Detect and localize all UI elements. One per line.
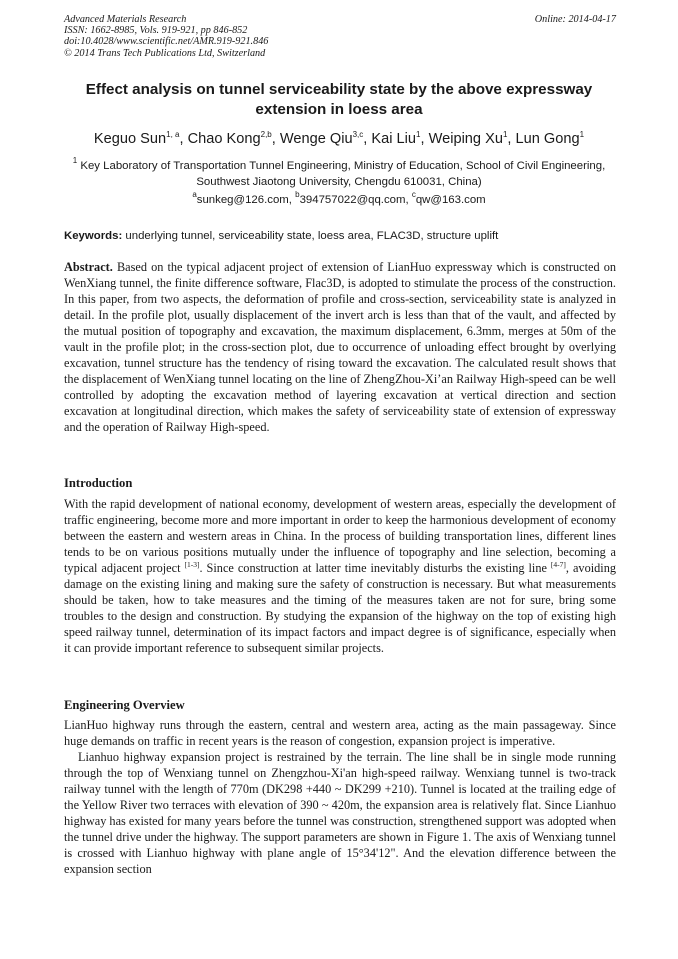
email-list bbox=[64, 192, 614, 208]
copyright-line: © 2014 Trans Tech Publications Ltd, Switzerland bbox=[64, 47, 266, 59]
citation[interactable]: [1-3] bbox=[184, 559, 200, 569]
introduction-body: With the rapid development of national economy, development of western areas, especially the development of traffic engineering, become more and more important in order to keep the harmonious development of economy between the eastern and western areas in China. In the process of building transportation lines, different lines tends to be on various positions mutually under the influence of topography and line selection, becoming a typical adjacent project [1-3]. Since construction at latter time inevitably disturbs the existing line [4-7], avoiding damage on the existing lining and making sure the safety of construction is necessary. But what measurements should be taken, how to take measures and the timing of the measures taken are not for sure, bring some troubles to the design and construction. By studying the expansion of the highway on the top of existing high speed railway tunnel, determination of its impact factors and impact degree is of significance, especially when it can provide important reference to subsequent similar projects. bbox=[64, 497, 617, 655]
author: Wenge Qiu$^{3,c}$, bbox=[279, 130, 372, 147]
citation[interactable]: [4-7] bbox=[550, 559, 566, 569]
email[interactable]: $^b$394757022@qq.com, bbox=[295, 190, 412, 206]
email[interactable]: $^c$qw@163.com bbox=[411, 190, 486, 206]
keywords-text: underlying tunnel, serviceability state, loess area, FLAC3D, structure uplift bbox=[125, 230, 499, 242]
affiliation: $^1$ Key Laboratory of Transportation Tunnel Engineering, Ministry of Education, School of Civil Engineering, Southwest Jiaotong University, Chengdu 610031, China) bbox=[72, 156, 606, 188]
abstract-label: Abstract. bbox=[64, 260, 113, 274]
author: Lun Gong$^1$ bbox=[515, 130, 585, 147]
keywords bbox=[64, 229, 616, 244]
author: Kai Liu$^1$, bbox=[371, 130, 429, 147]
author: Chao Kong$^{2,b}$, bbox=[187, 130, 280, 147]
online-date: Online: 2014-04-17 bbox=[534, 14, 616, 25]
journal-name: Advanced Materials Research bbox=[64, 14, 187, 25]
author: Keguo Sun$^{1, a}$, bbox=[93, 130, 188, 147]
email[interactable]: $^a$sunkeg@126.com, bbox=[192, 190, 296, 206]
keywords-label: Keywords: bbox=[64, 230, 123, 242]
issn-line: ISSN: 1662-8985, Vols. 919-921, pp 846-852 bbox=[64, 25, 248, 37]
paragraph: Lianhuo highway expansion project is restrained by the terrain. The line shall be in single mode running through the top of Wenxiang tunnel on Zhengzhou-Xi'an high-speed railway. Wenxiang tunnel is two-track railway tunnel with the length of 770m (DK298 +440 ~ DK299 +210). Tunnel is located at the trailing edge of the Yellow River two terraces with elevation of 390 ~ 420m, the expansion area is relatively flat. Since Lianhuo highway has existed for many years before the tunnel was construction, strengthened support was adopted when the tunnel drive under the highway. The support parameters are shown in Figure 1. The axis of Wenxiang tunnel is crossed with Lianhuo highway with plane angle of 15°34'12". And the elevation difference between the expansion section bbox=[64, 749, 616, 876]
section-heading-engineering-overview: Engineering Overview bbox=[64, 698, 185, 712]
author-list bbox=[40, 130, 638, 148]
doi-line[interactable]: doi:10.4028/www.scientific.net/AMR.919-921.846 bbox=[64, 36, 269, 48]
abstract-text: Based on the typical adjacent project of extension of LianHuo expressway which is constructed on WenXiang tunnel, the finite difference software, Flac3D, is adopted to stimulate the process of the construction. In this paper, from two aspects, the deformation of profile and cross-section, serviceability state is analyzed in detail. In the profile plot, usually displacement of the invert arch is less than that of the vault, and affected by the mutual position of topography and excavation, the maximum displacement, 6.3mm, merges at 50m of the vault in the profile plot; in the cross-section plot, due to occurrence of unloading effect brought by overlying excavation, tunnel structure has the tendency of rising toward the excavation. The calculated result shows that the displacement of WenXiang tunnel locating on the line of ZhengZhou-Xi’an Railway High-speed can be well controlled by adopting the excavation method of layering excavation at vertical direction and section excavation at longitudinal direction, which makes the safety of serviceability state of extension of expressway and the operation of Railway High-speed. bbox=[64, 260, 616, 434]
author: Weiping Xu$^1$, bbox=[428, 130, 516, 147]
abstract bbox=[64, 260, 616, 435]
section-heading-introduction: Introduction bbox=[64, 476, 133, 490]
journal-header bbox=[64, 14, 616, 59]
paper-title: Effect analysis on tunnel serviceability state by the above expressway extension in loess area bbox=[85, 81, 593, 118]
paragraph: LianHuo highway runs through the eastern, central and western area, acting as the main passageway. Since huge demands on traffic in recent years is the reason of congestion, expansion project is imperative. bbox=[64, 718, 616, 748]
engineering-overview-body bbox=[64, 718, 616, 878]
